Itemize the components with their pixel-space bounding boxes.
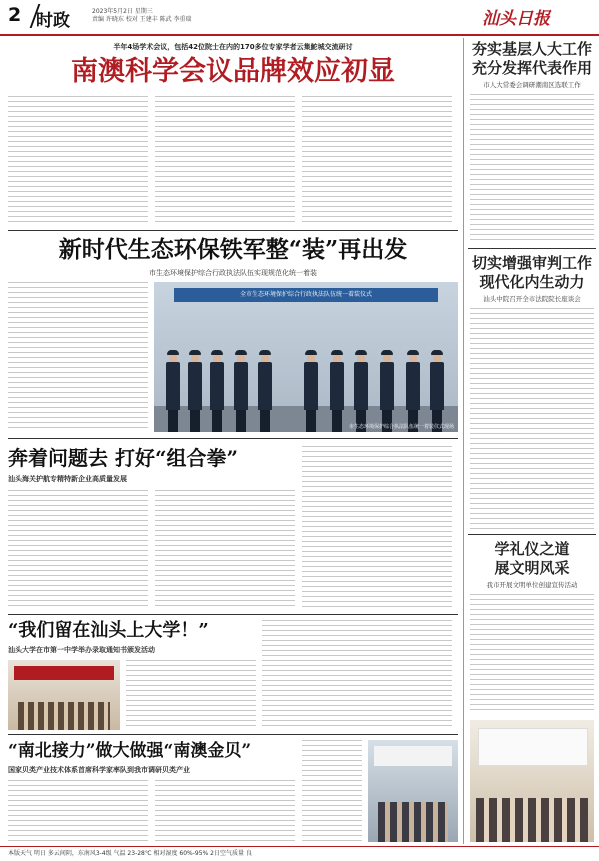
- divider: [8, 230, 458, 231]
- masthead-logo: 汕头日报: [482, 9, 550, 29]
- lead-body-col2: [155, 96, 295, 226]
- story2-subhead: 市生态环境保护综合行政执法队伍实现规范化统一着装: [149, 269, 317, 277]
- story2-body: [8, 282, 148, 432]
- sidebar3-body: [470, 594, 594, 714]
- story5-body-col3: [302, 740, 362, 842]
- footer-text: 本版天气 明日 多云间阴，东南风3-4级 气温 23-28℃ 相对湿度 60%-95% 2日空气质量 良: [8, 850, 252, 857]
- editors-line: 责编 许晓东 校对 王建丰 陈武 李重瑞: [92, 16, 192, 23]
- story3-headline: 奔着问题去 打好“组合拳”: [8, 446, 238, 470]
- divider: [8, 734, 458, 735]
- lead-body-col1: [8, 96, 148, 226]
- lead-kicker: 半年4场学术会议，包括42位院士在内的170多位专家学者云集鮀城交流研讨: [113, 43, 353, 51]
- story4-headline: “我们留在汕头上大学！”: [8, 620, 209, 641]
- story5-headline: “南北接力”做大做强“南澳金贝”: [8, 741, 252, 761]
- column-divider: [463, 38, 464, 844]
- story3-body-col3: [302, 446, 452, 610]
- lead-body-col3: [302, 96, 452, 226]
- story3-body-col2: [155, 490, 295, 610]
- photo-caption: 市生态环境保护综合执法队伍统一着装仪式现场: [348, 424, 454, 430]
- etiquette-event-photo: [470, 720, 594, 842]
- divider: [8, 614, 458, 615]
- divider: [468, 248, 596, 249]
- sidebar2-body: [470, 308, 594, 530]
- sidebar1-subhead: 市人大常委会调研潮南区选联工作: [483, 81, 581, 89]
- sidebar3-headline: 学礼仪之道 展文明风采: [494, 540, 570, 577]
- divider: [468, 534, 596, 535]
- section-title: 时政: [36, 11, 70, 31]
- story3-subhead: 汕头海关护航专精特新企业高质量发展: [8, 475, 127, 483]
- issue-date: 2023年5月2日 星期三: [92, 8, 153, 15]
- page-number: 2: [8, 4, 22, 26]
- divider: [8, 438, 458, 439]
- lead-headline: 南澳科学会议品牌效应初显: [71, 56, 395, 87]
- story5-body-col1: [8, 780, 148, 842]
- sidebar1-body: [470, 94, 594, 244]
- story5-subhead: 国家贝类产业技术体系首席科学家率队到我市调研贝类产业: [8, 766, 190, 774]
- header-info: [92, 8, 192, 24]
- ceremony-banner: 全市生态环境保护综合行政执法队伍统一着装仪式: [174, 288, 438, 302]
- story5-body-col2: [155, 780, 295, 842]
- sidebar2-subhead: 汕头中院召开全市法院院长座谈会: [483, 295, 581, 303]
- shellfish-research-photo: [368, 740, 458, 842]
- story4-subhead: 汕头大学在市第一中学举办录取通知书颁发活动: [8, 646, 155, 654]
- admission-event-photo: [8, 660, 120, 730]
- sidebar2-headline: 切实增强审判工作 现代化内生动力: [471, 254, 592, 291]
- story4-body-col1: [126, 660, 256, 730]
- sidebar3-subhead: 我市开展文明单位创建宣传活动: [486, 581, 578, 589]
- story2-headline: 新时代生态环保铁军整“装”再出发: [58, 236, 408, 263]
- sidebar1-headline: 夯实基层人大工作 充分发挥代表作用: [471, 40, 592, 77]
- story4-body-col2: [262, 620, 452, 730]
- weather-footer: [0, 846, 599, 861]
- uniform-ceremony-photo: [154, 282, 458, 432]
- story3-body-col1: [8, 490, 148, 610]
